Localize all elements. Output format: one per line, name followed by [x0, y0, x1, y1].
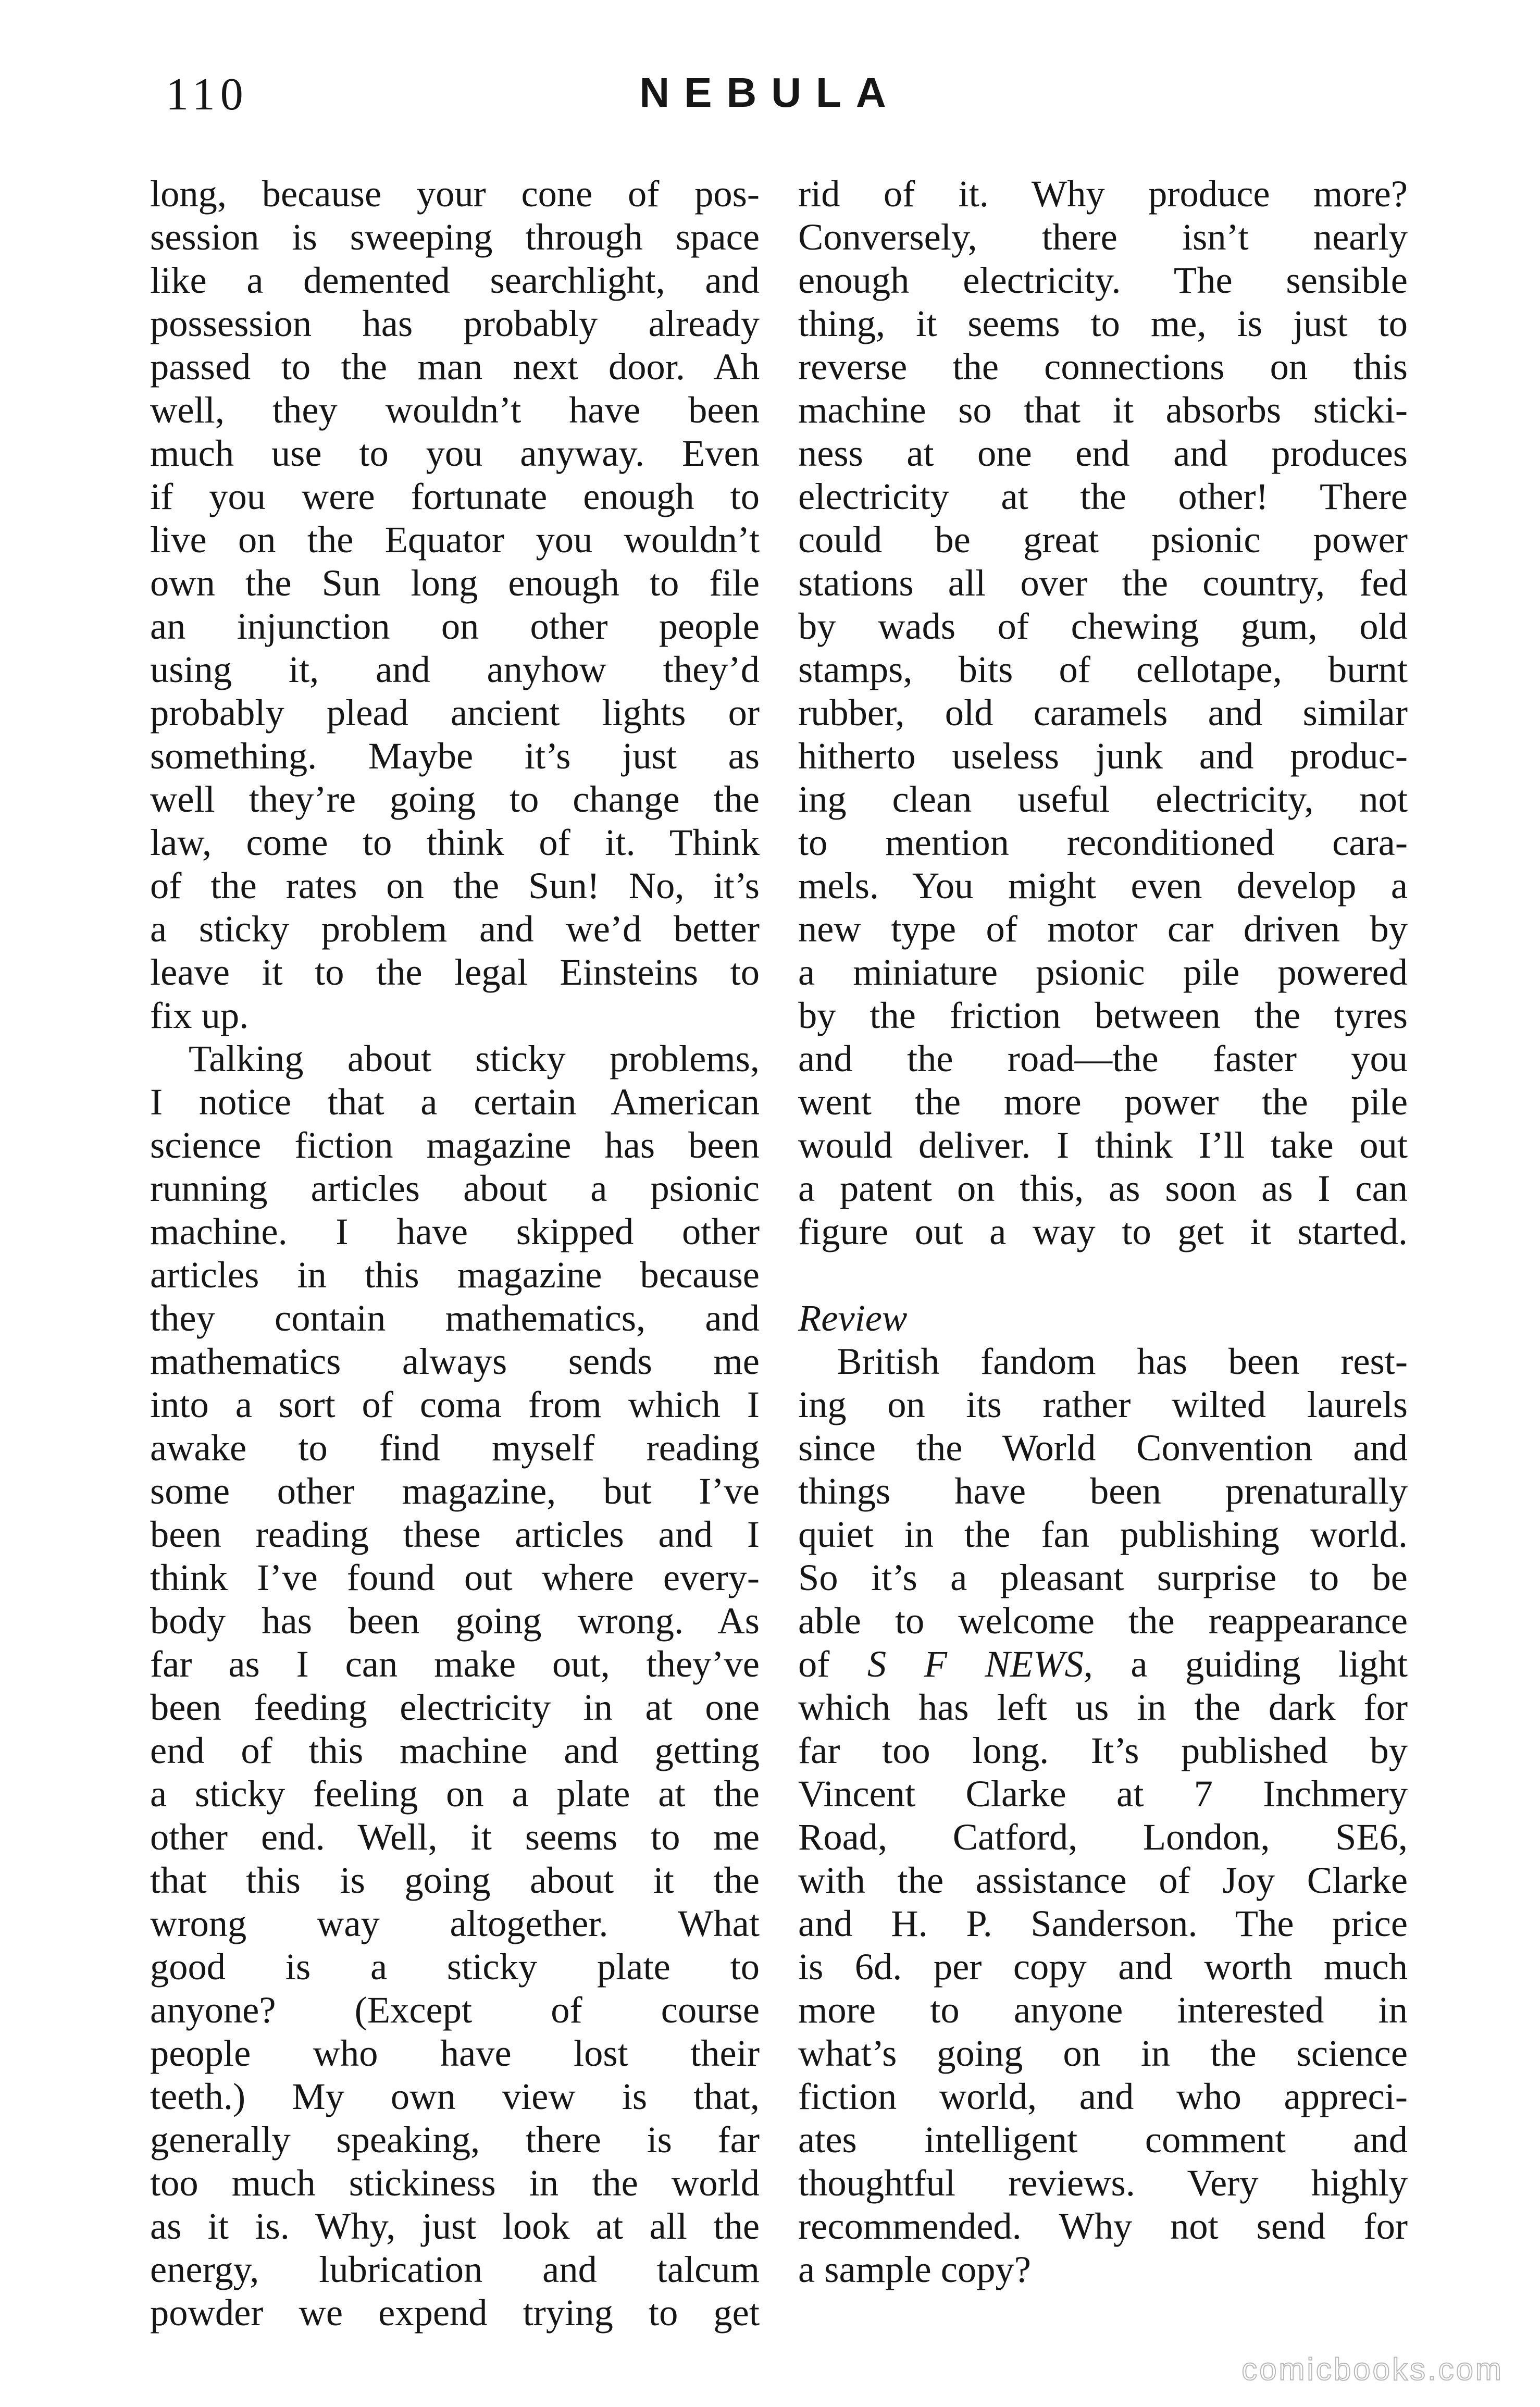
text-line: thing, it seems to me, is just to — [798, 302, 1408, 344]
text-line: and the road—the faster you — [798, 1037, 1408, 1080]
blank-line — [798, 1253, 1408, 1296]
text-line: probably plead ancient lights or — [150, 691, 760, 734]
text-line: powder we expend trying to get — [150, 2291, 760, 2334]
text-line: with the assistance of Joy Clarke — [798, 1859, 1408, 1901]
text-line: Road, Catford, London, SE6, — [798, 1816, 1408, 1858]
text-line: much use to you anyway. Even — [150, 432, 760, 474]
text-fragment: , a guiding light — [1083, 1643, 1408, 1685]
magazine-title: S F NEWS — [867, 1643, 1084, 1685]
text-line: far as I can make out, they’ve — [150, 1643, 760, 1685]
text-line: thoughtful reviews. Very highly — [798, 2162, 1408, 2204]
text-line: law, come to think of it. Think — [150, 821, 760, 863]
text-line: a sticky problem and we’d better — [150, 908, 760, 950]
text-line: could be great psionic power — [798, 518, 1408, 561]
text-line: body has been going wrong. As — [150, 1599, 760, 1642]
text-line: ness at one end and produces — [798, 432, 1408, 474]
text-line: been reading these articles and I — [150, 1513, 760, 1555]
text-line: well they’re going to change the — [150, 778, 760, 820]
text-line: ates intelligent comment and — [798, 2118, 1408, 2161]
text-line: generally speaking, there is far — [150, 2118, 760, 2161]
text-line: into a sort of coma from which I — [150, 1383, 760, 1425]
text-line: of the rates on the Sun! No, it’s — [150, 864, 760, 907]
text-line: own the Sun long enough to file — [150, 562, 760, 604]
right-column — [798, 172, 1408, 2291]
text-line: articles in this magazine because — [150, 1254, 760, 1296]
text-line: machine. I have skipped other — [150, 1210, 760, 1252]
text-line: enough electricity. The sensible — [798, 259, 1408, 301]
text-line: running articles about a psionic — [150, 1167, 760, 1209]
text-line: I notice that a certain American — [150, 1081, 760, 1123]
text-line: reverse the connections on this — [798, 345, 1408, 388]
text-line: wrong way altogether. What — [150, 1902, 760, 1944]
left-column — [150, 172, 760, 2334]
text-line: more to anyone interested in — [798, 1989, 1408, 2031]
text-line: able to welcome the reappearance — [798, 1599, 1408, 1642]
text-line: that this is going about it the — [150, 1859, 760, 1901]
text-line: stamps, bits of cellotape, burnt — [798, 648, 1408, 690]
text-line: to mention reconditioned cara- — [798, 821, 1408, 863]
text-line: ing on its rather wilted laurels — [798, 1383, 1408, 1425]
text-line: stations all over the country, fed — [798, 562, 1408, 604]
text-line: some other magazine, but I’ve — [150, 1470, 760, 1512]
text-line — [798, 1642, 1408, 1685]
text-line: is 6d. per copy and worth much — [798, 1945, 1408, 1988]
text-line: energy, lubrication and talcum — [150, 2248, 760, 2290]
text-line: using it, and anyhow they’d — [150, 648, 760, 690]
text-line: rid of it. Why produce more? — [798, 172, 1408, 215]
page-number: 110 — [166, 69, 249, 120]
running-title: NEBULA — [639, 69, 901, 116]
text-line: a miniature psionic pile powered — [798, 951, 1408, 993]
text-line: new type of motor car driven by — [798, 908, 1408, 950]
text-line: as it is. Why, just look at all the — [150, 2205, 760, 2247]
text-line: something. Maybe it’s just as — [150, 735, 760, 777]
text-line: teeth.) My own view is that, — [150, 2075, 760, 2117]
text-line: leave it to the legal Einsteins to — [150, 951, 760, 993]
text-line: by the friction between the tyres — [798, 994, 1408, 1036]
text-line: machine so that it absorbs sticki- — [798, 389, 1408, 431]
text-line: fix up. — [150, 994, 249, 1036]
text-line: people who have lost their — [150, 2032, 760, 2074]
page-header — [0, 63, 1540, 135]
text-line: science fiction magazine has been — [150, 1124, 760, 1166]
text-line: mathematics always sends me — [150, 1340, 760, 1382]
text-line: So it’s a pleasant surprise to be — [798, 1556, 1408, 1598]
text-line: a sample copy? — [798, 2248, 1031, 2290]
text-line: think I’ve found out where every- — [150, 1556, 760, 1598]
text-line: electricity at the other! There — [798, 475, 1408, 517]
text-line: end of this machine and getting — [150, 1729, 760, 1771]
text-line: been feeding electricity in at one — [150, 1686, 760, 1728]
text-line: a patent on this, as soon as I can — [798, 1167, 1408, 1209]
text-line: if you were fortunate enough to — [150, 475, 760, 517]
text-line: by wads of chewing gum, old — [798, 605, 1408, 647]
text-line: they contain mathematics, and — [150, 1297, 760, 1339]
text-line: British fandom has been rest- — [837, 1340, 1408, 1382]
text-line: would deliver. I think I’ll take out — [798, 1124, 1408, 1166]
text-line: like a demented searchlight, and — [150, 259, 760, 301]
text-line: Conversely, there isn’t nearly — [798, 216, 1408, 258]
text-line: quiet in the fan publishing world. — [798, 1513, 1408, 1555]
text-line: good is a sticky plate to — [150, 1945, 760, 1988]
text-line: Vincent Clarke at 7 Inchmery — [798, 1772, 1408, 1815]
text-line: went the more power the pile — [798, 1081, 1408, 1123]
text-line: figure out a way to get it started. — [798, 1210, 1408, 1252]
text-line: what’s going on in the science — [798, 2032, 1408, 2074]
text-line: long, because your cone of pos- — [150, 172, 760, 215]
watermark: comicbooks.com — [1241, 2352, 1504, 2387]
text-line: an injunction on other people — [150, 605, 760, 647]
text-fragment: of — [798, 1643, 867, 1685]
text-line: and H. P. Sanderson. The price — [798, 1902, 1408, 1944]
text-line: far too long. It’s published by — [798, 1729, 1408, 1771]
text-line: fiction world, and who appreci- — [798, 2075, 1408, 2117]
text-line: hitherto useless junk and produc- — [798, 735, 1408, 777]
text-line: live on the Equator you wouldn’t — [150, 518, 760, 561]
text-line: too much stickiness in the world — [150, 2162, 760, 2204]
text-line: ing clean useful electricity, not — [798, 778, 1408, 820]
text-line: Talking about sticky problems, — [189, 1037, 760, 1080]
text-line: anyone? (Except of course — [150, 1989, 760, 2031]
section-heading: Review — [798, 1297, 908, 1339]
text-line: other end. Well, it seems to me — [150, 1816, 760, 1858]
text-line: well, they wouldn’t have been — [150, 389, 760, 431]
text-line: recommended. Why not send for — [798, 2205, 1408, 2247]
text-line: mels. You might even develop a — [798, 864, 1408, 907]
text-line: passed to the man next door. Ah — [150, 345, 760, 388]
text-line: session is sweeping through space — [150, 216, 760, 258]
text-line: which has left us in the dark for — [798, 1686, 1408, 1728]
text-line: things have been prenaturally — [798, 1470, 1408, 1512]
text-line: rubber, old caramels and similar — [798, 691, 1408, 734]
text-line: awake to find myself reading — [150, 1426, 760, 1469]
text-line: since the World Convention and — [798, 1426, 1408, 1469]
text-line: possession has probably already — [150, 302, 760, 344]
text-line: a sticky feeling on a plate at the — [150, 1772, 760, 1815]
